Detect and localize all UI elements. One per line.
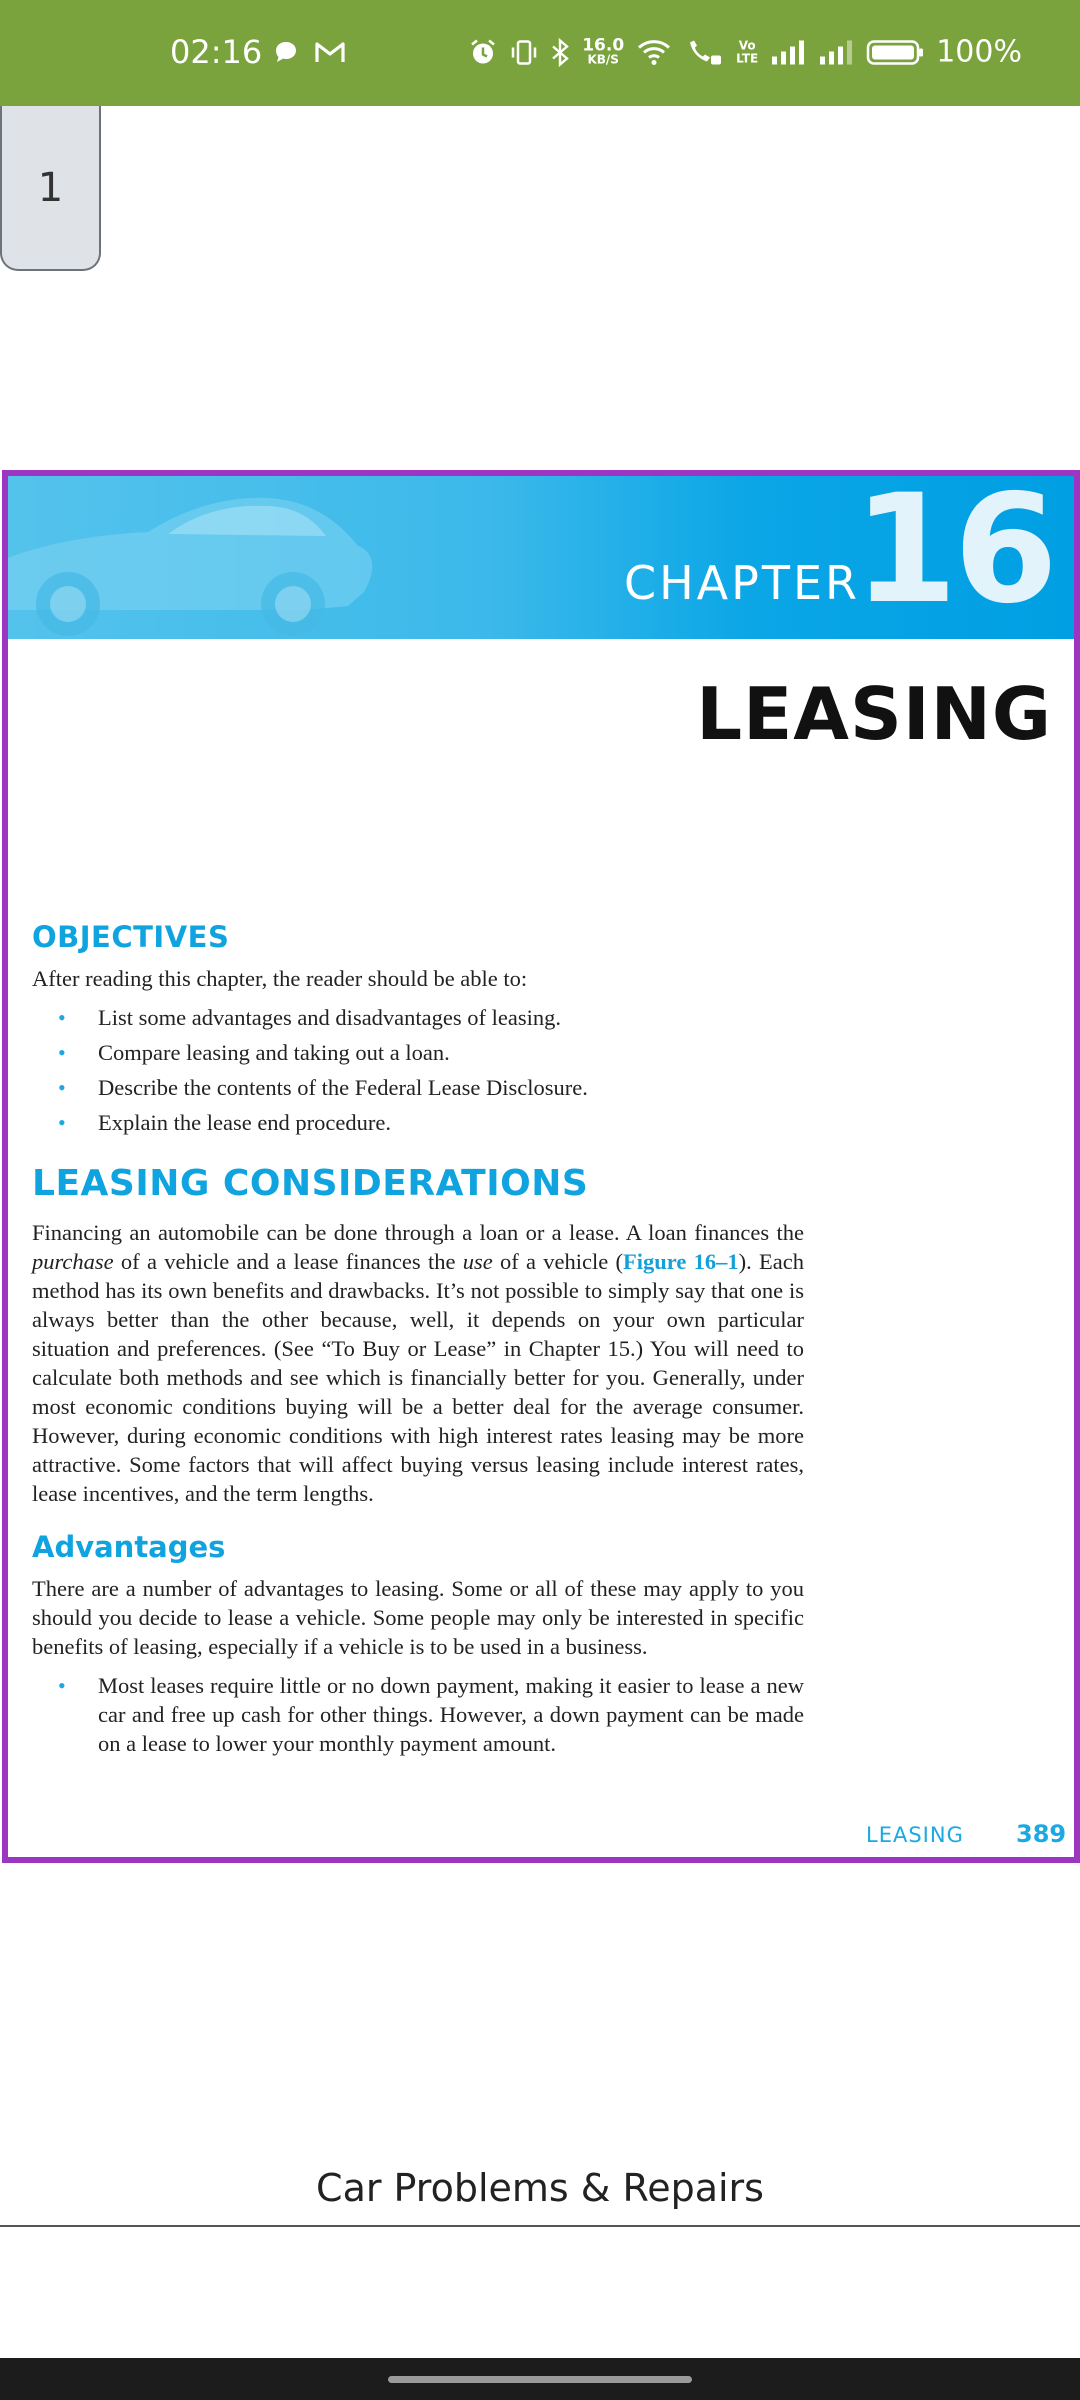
status-bar (0, 0, 1080, 106)
considerations-heading: LEASING CONSIDERATIONS (32, 1163, 589, 1204)
bluetooth-icon (550, 37, 570, 67)
network-speed: 16.0 KB/S (582, 35, 625, 66)
list-item: • Most leases require little or no down payment, making it easier to lease a new car and free up cash for other things. However, a down payment can be made on a lease to lower your monthly payment amount. (58, 1673, 804, 1756)
bullet-icon: • (58, 1040, 66, 1065)
page-content (32, 920, 804, 1764)
chapter-banner (8, 476, 1074, 639)
chapter-number: 16 (853, 476, 1054, 637)
battery-icon (866, 37, 924, 67)
car-illustration-icon (8, 476, 388, 639)
objectives-list (32, 1003, 804, 1137)
vibrate-icon (510, 37, 538, 67)
gmail-icon (314, 39, 346, 65)
advantages-heading: Advantages (32, 1530, 226, 1564)
status-time: 02:16 (170, 33, 263, 71)
list-item: • List some advantages and disadvantages of leasing. (58, 1005, 561, 1030)
page-number-indicator[interactable]: 1 (0, 106, 101, 271)
wifi-calling-icon (684, 37, 724, 67)
bullet-icon: • (58, 1110, 66, 1135)
list-item: • Compare leasing and taking out a loan. (58, 1040, 450, 1065)
wifi-icon (636, 37, 672, 67)
bullet-icon: • (58, 1075, 66, 1100)
advantages-paragraph: There are a number of advantages to leasing. Some or all of these may apply to you should you decide to lease a vehicle. Some people may only be interested in specific benefits of leasing, especially if a vehicle is to be used in a business. (32, 1576, 804, 1659)
volte-indicator: Vo LTE (736, 38, 759, 65)
alarm-icon (468, 37, 498, 67)
list-item: • Describe the contents of the Federal Lease Disclosure. (58, 1075, 588, 1100)
signal-icon-2 (818, 38, 854, 66)
objectives-intro: After reading this chapter, the reader should be able to: (32, 966, 528, 991)
home-gesture-handle[interactable] (388, 2376, 692, 2383)
advantages-list (32, 1671, 804, 1758)
chat-bubble-icon (272, 38, 300, 66)
footer-section-label: LEASING (866, 1823, 964, 1847)
list-item: • Explain the lease end procedure. (58, 1110, 391, 1135)
system-icons (468, 35, 1022, 70)
book-title: Car Problems & Repairs (316, 2166, 764, 2210)
bullet-icon: • (58, 1005, 66, 1030)
chapter-title: LEASING (696, 672, 1052, 756)
navigation-bar (0, 2358, 1080, 2400)
chapter-label: CHAPTER (623, 556, 860, 610)
objectives-heading: OBJECTIVES (32, 920, 230, 954)
footer-page-number: 389 (1016, 1820, 1067, 1848)
signal-icon (770, 38, 806, 66)
figure-link[interactable]: Figure 16–1 (623, 1249, 739, 1274)
book-page[interactable] (2, 470, 1080, 1863)
battery-percent: 100% (936, 34, 1022, 70)
bullet-icon: • (58, 1673, 66, 1698)
divider (0, 2225, 1080, 2227)
considerations-paragraph: Financing an automobile can be done through a loan or a lease. A loan finances the purchase of a vehicle and a lease finances the use of a vehicle (Figure 16–1). Each method has its own benefits and drawbacks. It’s not possible to simply say that one is always better than the other because, well, it depends on your own particular situation and preferences. (See “To Buy or Lease” in Chapter 15.) You will need to calculate both methods and see which is financially better for you. Generally, under most economic conditions buying will be a better deal for the average consumer. However, during economic conditions with high interest rates leasing may be more attractive. Some factors that will affect buying versus leasing include interest rates, lease incentives, and the term lengths. (32, 1220, 805, 1506)
notification-icons (272, 38, 346, 66)
